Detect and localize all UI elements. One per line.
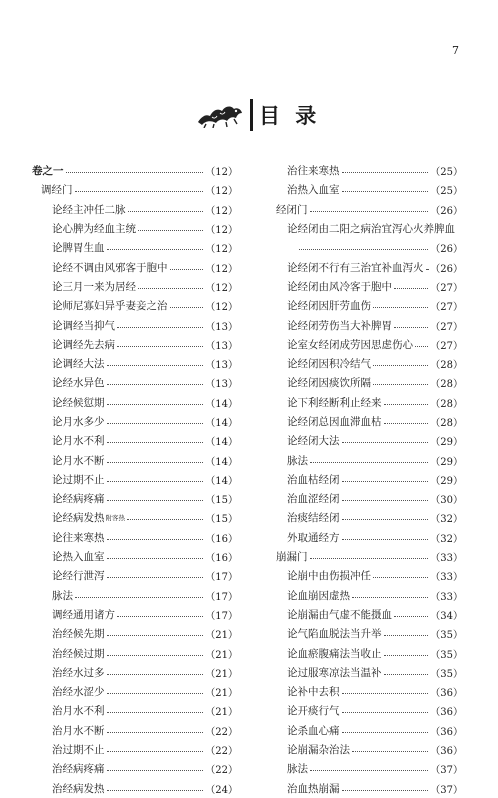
toc-entry-label: 论经主冲任二脉 — [52, 203, 126, 216]
toc-entry-page: （35） — [430, 668, 463, 680]
toc-entry — [267, 701, 463, 720]
toc-entry-label: 论开痰行气 — [287, 705, 340, 718]
toc-entry-page: （29） — [430, 475, 463, 487]
toc-entry-page: （12） — [205, 167, 238, 179]
toc-entry — [32, 412, 238, 431]
toc-entry-page: （33） — [430, 553, 463, 565]
toc-entry — [32, 779, 238, 798]
toc-entry-label: 外取通经方 — [287, 531, 340, 544]
toc-entry — [267, 605, 463, 624]
toc-leader-dots — [384, 423, 429, 424]
toc-entry-label: 论补中去积 — [287, 686, 340, 699]
toc-leader-dots — [310, 462, 428, 463]
toc-entry — [267, 566, 463, 585]
toc-leader-dots — [426, 269, 429, 270]
toc-leader-dots — [138, 230, 203, 231]
toc-leader-dots — [342, 500, 429, 501]
toc-entry-label: 论血瘀腹痛法当收止 — [287, 647, 382, 660]
toc-entry — [32, 431, 238, 450]
toc-leader-dots — [394, 288, 428, 289]
toc-entry-label: 论经水异色 — [52, 377, 105, 390]
toc-leader-dots — [342, 172, 429, 173]
toc-entry — [267, 779, 463, 798]
toc-entry — [267, 508, 463, 527]
toc-leader-dots — [107, 481, 204, 482]
toc-leader-dots — [107, 500, 204, 501]
toc-entry-label: 治经水过多 — [52, 666, 105, 679]
toc-entry-page: （21） — [205, 668, 238, 680]
toc-entry — [32, 200, 238, 219]
toc-entry-page: （28） — [430, 418, 463, 429]
toc-entry — [267, 296, 463, 315]
toc-entry — [267, 682, 463, 701]
toc-leader-dots — [310, 211, 429, 212]
toc-entry-page: （12） — [205, 205, 238, 217]
toc-entry — [32, 508, 238, 527]
toc-entry — [267, 180, 463, 199]
dragon-ornament-icon — [196, 102, 244, 128]
toc-entry-page: （29） — [430, 456, 463, 468]
toc-entry — [32, 257, 238, 276]
toc-entry-page: （21） — [205, 630, 238, 642]
toc-entry — [32, 373, 238, 392]
toc-entry-page: （14） — [205, 475, 238, 487]
toc-leader-dots — [107, 732, 204, 733]
page-number: 7 — [452, 44, 459, 57]
toc-entry — [32, 701, 238, 720]
toc-leader-dots — [127, 519, 203, 520]
toc-entry — [267, 315, 463, 334]
toc-entry — [267, 373, 463, 392]
toc-entry-label: 论崩漏由气虚不能摄血 — [287, 608, 392, 621]
toc-entry-label: 论过服寒凉法当温补 — [287, 666, 382, 679]
toc-entry-label: 脉法 — [287, 454, 308, 467]
toc-entry — [32, 277, 238, 296]
toc-entry — [32, 296, 238, 315]
toc-entry — [32, 528, 238, 547]
toc-entry-label: 论过期不止 — [52, 473, 105, 486]
toc-entry — [32, 759, 238, 778]
toc-entry — [32, 586, 238, 605]
toc-entry-label: 论经候愆期 — [52, 396, 105, 409]
title-divider — [250, 99, 253, 131]
toc-leader-dots — [384, 404, 429, 405]
toc-entry-label: 论月水不利 — [52, 435, 105, 448]
toc-entry-label: 治经病发热 — [52, 782, 105, 795]
toc-leader-dots — [138, 288, 203, 289]
toc-entry — [32, 740, 238, 759]
toc-entry-page: （33） — [430, 591, 463, 603]
toc-entry — [32, 470, 238, 489]
toc-entry-page: （27） — [430, 302, 463, 314]
toc-entry-page: （25） — [430, 186, 463, 198]
toc-entry-label: 治血枯经闭 — [287, 473, 340, 486]
toc-entry-page: （14） — [205, 398, 238, 410]
toc-entry-page: （34） — [430, 610, 463, 622]
toc-entry-label: 治月水不断 — [52, 724, 105, 737]
toc-entry — [267, 431, 463, 450]
toc-leader-dots — [107, 790, 204, 791]
toc-entry — [32, 547, 238, 566]
toc-leader-dots — [107, 384, 204, 385]
toc-entry-page: （17） — [205, 591, 238, 603]
toc-leader-dots — [107, 423, 204, 424]
toc-leader-dots — [117, 327, 203, 328]
toc-entry-page: （32） — [430, 514, 463, 526]
toc-entry-page: （14） — [205, 418, 238, 429]
toc-leader-dots — [75, 597, 203, 598]
toc-entry — [32, 450, 238, 469]
toc-leader-dots — [342, 191, 429, 192]
toc-entry-page: （27） — [430, 321, 463, 333]
toc-leader-dots — [373, 577, 428, 578]
toc-right-column — [267, 161, 463, 798]
toc-entry — [32, 161, 238, 180]
toc-leader-dots — [107, 404, 204, 405]
toc-entry — [32, 643, 238, 662]
toc-entry-label: 脉法 — [287, 763, 308, 776]
toc-entry — [267, 354, 463, 373]
toc-entry-page: （12） — [205, 263, 238, 275]
toc-entry-page: （36） — [430, 707, 463, 719]
toc-entry-page: （22） — [205, 746, 238, 758]
toc-leader-dots — [342, 539, 429, 540]
toc-entry-label: 论月水多少 — [52, 416, 105, 428]
toc-entry — [267, 200, 463, 219]
toc-leader-dots — [384, 655, 429, 656]
toc-entry-page: （27） — [430, 282, 463, 294]
toc-leader-dots — [310, 770, 428, 771]
toc-leader-dots — [310, 558, 429, 559]
toc-entry-label: 脉法 — [52, 589, 73, 602]
toc-entry-label: 治血涩经闭 — [287, 493, 340, 506]
toc-entry — [267, 219, 463, 238]
toc-entry — [32, 566, 238, 585]
toc-entry — [267, 277, 463, 296]
toc-leader-dots — [373, 307, 428, 308]
toc-entry-label: 治血热崩漏 — [287, 782, 340, 795]
toc-entry-page: （28） — [430, 379, 463, 391]
toc-entry-page: （12） — [205, 302, 238, 314]
toc-entry-label: 论经闭大法 — [287, 435, 340, 448]
toc-entry-label: 调经门 — [41, 184, 73, 197]
toc-leader-dots — [107, 442, 204, 443]
toc-entry-page: （35） — [430, 649, 463, 661]
toc-entry-page: （25） — [430, 167, 463, 179]
toc-entry-label: 治过期不止 — [52, 744, 105, 757]
toc-entry-label: 卷之一 — [32, 165, 64, 178]
toc-leader-dots — [342, 442, 429, 443]
toc-entry-label: 论经闭因肝劳血伤 — [287, 300, 371, 313]
toc-entry-label: 治月水不利 — [52, 705, 105, 718]
toc-entry-label: 论血崩因虚热 — [287, 589, 350, 602]
toc-entry — [267, 450, 463, 469]
toc-leader-dots — [415, 346, 428, 347]
toc-entry-label: 论经闭总因血滞血枯 — [287, 416, 382, 428]
toc-entry-page: （26） — [430, 205, 463, 217]
toc-entry-label: 论下利经断利止经来 — [287, 396, 382, 409]
toc-entry-label: 论往来寒热 — [52, 531, 105, 544]
toc-entry-page: （12） — [205, 244, 238, 256]
toc-entry-page: （32） — [430, 533, 463, 545]
toc-entry-label: 治热入血室 — [287, 184, 340, 197]
toc-entry-label: 论经不调由风邪客于胞中 — [52, 261, 168, 274]
toc-entry-label: 论崩漏杂治法 — [287, 744, 350, 757]
toc-entry — [267, 489, 463, 508]
toc-entry-label: 论经闭由风冷客于胞中 — [287, 280, 392, 293]
toc-leader-dots — [107, 365, 204, 366]
toc-entry-label: 治经病疼痛 — [52, 763, 105, 776]
toc-leader-dots — [394, 327, 428, 328]
toc-entry-page: （15） — [205, 495, 238, 507]
toc-entry-page: （29） — [430, 437, 463, 449]
toc-entry-page: （26） — [430, 244, 463, 256]
toc-entry-label: 论经闭因积冷结气 — [287, 358, 371, 371]
toc-leader-dots — [117, 346, 203, 347]
toc-leader-dots — [384, 635, 429, 636]
toc-entry-page: （13） — [205, 340, 238, 352]
toc-entry-page: （15） — [205, 514, 238, 526]
toc-entry — [267, 547, 463, 566]
toc-leader-dots — [342, 732, 429, 733]
toc-entry-label: 论经行泄泻 — [52, 570, 105, 583]
toc-entry-label: 论经闭因痰饮所隔 — [287, 377, 371, 390]
toc-leader-dots — [394, 616, 428, 617]
toc-leader-dots — [107, 655, 204, 656]
toc-entry-label: 论师尼寡妇异乎妻妾之治 — [52, 300, 168, 313]
toc-left-column — [32, 161, 238, 798]
toc-entry-page: （36） — [430, 688, 463, 700]
toc-entry-page: （12） — [205, 282, 238, 294]
toc-entry — [32, 663, 238, 682]
toc-entry-label: 论心脾为经血主统 — [52, 223, 136, 236]
toc-leader-dots — [107, 558, 204, 559]
toc-entry — [267, 643, 463, 662]
toc-entry-label: 论气陷血脱法当升举 — [287, 628, 382, 641]
toc-entry — [267, 393, 463, 412]
toc-entry-page: （12） — [205, 225, 238, 237]
toc-entry-page: （21） — [205, 649, 238, 661]
toc-entry-page: （14） — [205, 456, 238, 468]
toc-entry-label: 论经病疼痛 — [52, 493, 105, 506]
toc-entry-label: 治经候先期 — [52, 628, 105, 641]
toc-entry — [267, 257, 463, 276]
toc-entry — [267, 759, 463, 778]
toc-entry — [267, 412, 463, 431]
toc-entry — [32, 315, 238, 334]
toc-entry-page: （36） — [430, 746, 463, 758]
toc-entry-label: 论经闭不行有三治宜补血泻火 — [287, 261, 424, 274]
toc-leader-dots — [107, 751, 204, 752]
toc-entry-label: 论调经先去病 — [52, 338, 115, 351]
toc-entry-page: （35） — [430, 630, 463, 642]
toc-entry — [267, 624, 463, 643]
toc-entry-page: （27） — [430, 340, 463, 352]
toc-entry-label: 论崩中由伤损冲任 — [287, 570, 371, 583]
toc-entry — [32, 238, 238, 257]
toc-entry-page: （33） — [430, 572, 463, 584]
toc-leader-dots — [342, 712, 429, 713]
toc-entry-label: 治经候过期 — [52, 647, 105, 660]
toc-entry — [32, 354, 238, 373]
toc-entry-page: （24） — [205, 784, 238, 796]
toc-entry — [32, 335, 238, 354]
toc-entry — [267, 161, 463, 180]
toc-entry-label: 治往来寒热 — [287, 165, 340, 178]
toc-entry — [32, 721, 238, 740]
toc-entry — [32, 180, 238, 199]
toc-leader-dots — [107, 577, 204, 578]
toc-entry-page: （21） — [205, 707, 238, 719]
toc-leader-dots — [107, 249, 204, 250]
toc-entry-label: 论经闭劳伤当大补脾胃 — [287, 319, 392, 332]
toc-entry-label: 经闭门 — [276, 203, 308, 216]
toc-leader-dots — [352, 751, 428, 752]
toc-entry-label: 论调经当抑气 — [52, 319, 115, 332]
toc-entry-page: （28） — [430, 398, 463, 410]
toc-leader-dots — [107, 635, 204, 636]
toc-entry-page: （14） — [205, 437, 238, 449]
toc-leader-dots — [170, 269, 204, 270]
toc-entry-label: 论脾胃生血 — [52, 242, 105, 255]
toc-leader-dots — [170, 307, 204, 308]
toc-entry — [267, 238, 463, 257]
toc-leader-dots — [342, 693, 429, 694]
toc-entry-page: （17） — [205, 572, 238, 584]
toc-entry-label: 崩漏门 — [276, 551, 308, 564]
toc-entry-label: 调经通用诸方 — [52, 608, 115, 621]
toc-entry — [267, 740, 463, 759]
toc-entry — [267, 335, 463, 354]
toc-entry-label: 论经病发热 — [52, 512, 105, 525]
toc-leader-dots — [107, 712, 204, 713]
toc-leader-dots — [66, 172, 204, 173]
toc-entry-label: 论月水不断 — [52, 454, 105, 467]
toc-entry-page: （37） — [430, 765, 463, 777]
toc-leader-dots — [342, 481, 429, 482]
toc-entry-page: （37） — [430, 784, 463, 796]
toc-entry-page: （13） — [205, 360, 238, 372]
toc-entry — [267, 528, 463, 547]
toc-entry — [32, 219, 238, 238]
toc-leader-dots — [384, 674, 429, 675]
toc-entry-page: （13） — [205, 379, 238, 391]
toc-entry-page: （22） — [205, 726, 238, 738]
toc-entry — [32, 393, 238, 412]
toc-entry — [32, 489, 238, 508]
toc-entry-page: （13） — [205, 321, 238, 333]
toc-leader-dots — [75, 191, 204, 192]
toc-entry-label: 治痰结经闭 — [287, 512, 340, 525]
toc-leader-dots — [342, 519, 429, 520]
toc-leader-dots — [107, 770, 204, 771]
toc-entry-label: 论杀血心痛 — [287, 724, 340, 737]
toc-entry — [267, 586, 463, 605]
toc-entry — [267, 663, 463, 682]
toc-leader-dots — [352, 597, 428, 598]
toc-entry-note: 附客热 — [105, 514, 125, 523]
toc-leader-dots — [299, 249, 428, 250]
toc-entry-page: （26） — [430, 263, 463, 275]
toc-entry-page: （21） — [205, 688, 238, 700]
toc-entry-page: （17） — [205, 610, 238, 622]
toc-entry-label: 论调经大法 — [52, 358, 105, 371]
toc-leader-dots — [342, 790, 429, 791]
toc-entry-page: （16） — [205, 533, 238, 545]
toc-leader-dots — [373, 365, 428, 366]
toc-entry-label: 论三月一来为居经 — [52, 280, 136, 293]
toc-leader-dots — [107, 462, 204, 463]
toc-entry — [267, 721, 463, 740]
page-title: 目 录 — [259, 103, 321, 128]
toc-entry — [267, 470, 463, 489]
toc-header — [196, 98, 320, 132]
toc-leader-dots — [107, 674, 204, 675]
toc-leader-dots — [117, 616, 203, 617]
toc-entry — [32, 605, 238, 624]
toc-entry-page: （12） — [205, 186, 238, 198]
toc-entry-page: （30） — [430, 495, 463, 507]
toc-entry — [32, 624, 238, 643]
toc-entry-page: （36） — [430, 726, 463, 738]
toc-entry-label: 论热入血室 — [52, 551, 105, 564]
toc-leader-dots — [373, 384, 428, 385]
toc-entry-page: （16） — [205, 553, 238, 565]
toc-leader-dots — [107, 539, 204, 540]
toc-entry-label: 论经闭由二阳之病治宜泻心火养脾血 — [287, 223, 455, 236]
toc-entry-page: （28） — [430, 360, 463, 372]
toc-entry-page: （22） — [205, 765, 238, 777]
toc-entry-label: 论室女经闭成劳因思虑伤心 — [287, 338, 413, 351]
toc-entry — [32, 682, 238, 701]
toc-leader-dots — [107, 693, 204, 694]
toc-entry-label: 治经水涩少 — [52, 686, 105, 699]
toc-leader-dots — [128, 211, 204, 212]
